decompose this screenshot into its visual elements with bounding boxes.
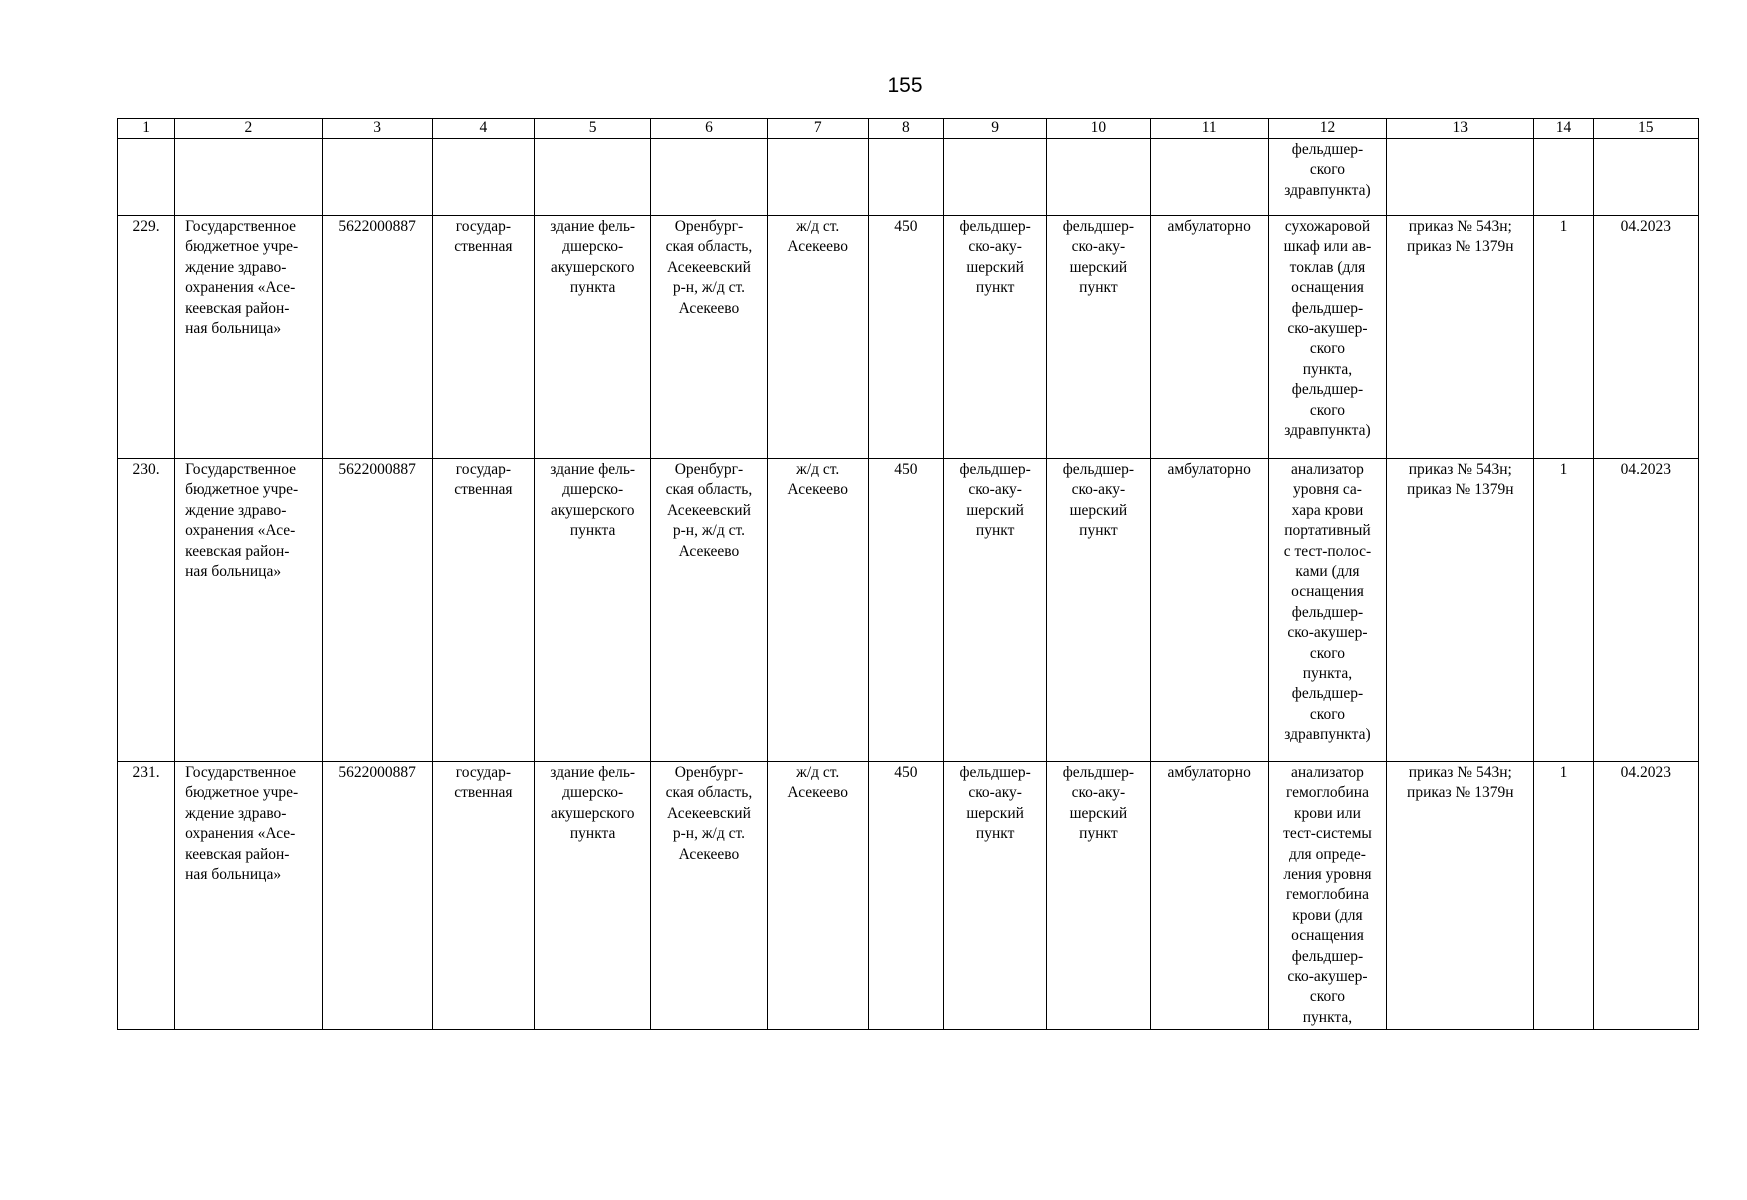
unit-type-cell: фельдшер- ско-аку- шерский пункт [1047,762,1150,1030]
column-number: 11 [1150,119,1268,139]
column-number: 2 [175,119,322,139]
column-number: 15 [1593,119,1698,139]
order-cell: приказ № 543н; приказ № 1379н [1387,216,1534,459]
date-cell: 04.2023 [1593,216,1698,459]
column-number: 6 [651,119,767,139]
date-cell: 04.2023 [1593,762,1698,1030]
table-cell [432,139,534,216]
table-cell [1387,139,1534,216]
unit-type-cell: фельдшер- ско-аку- шерский пункт [944,459,1047,762]
table-cell [767,139,868,216]
quantity-cell: 1 [1534,216,1593,459]
column-number: 8 [868,119,943,139]
inn-cell: 5622000887 [322,762,432,1030]
locality-cell: ж/д ст. Асекеево [767,459,868,762]
table-cell [944,139,1047,216]
table-cell [1534,139,1593,216]
inn-cell: 5622000887 [322,216,432,459]
value-cell: 450 [868,216,943,459]
quantity-cell: 1 [1534,459,1593,762]
organization-cell: Государственное бюджетное учре- ждение здраво- охранения «Асе- кеевская район- ная больница» [175,216,322,459]
table-row [118,762,1699,1030]
column-number: 7 [767,119,868,139]
table-cell [868,139,943,216]
building-cell: здание фель- дшерско- акушерского пункта [535,216,651,459]
locality-cell: ж/д ст. Асекеево [767,762,868,1030]
order-cell: приказ № 543н; приказ № 1379н [1387,762,1534,1030]
column-number: 4 [432,119,534,139]
register-table [117,118,1699,1030]
building-cell: здание фель- дшерско- акушерского пункта [535,459,651,762]
column-number: 3 [322,119,432,139]
table-cell [1047,139,1150,216]
address-cell: Оренбург- ская область, Асекеевский р-н, ж/д ст. Асекеево [651,762,767,1030]
date-cell: 04.2023 [1593,459,1698,762]
care-form-cell: амбулаторно [1150,216,1268,459]
table-row [118,216,1699,459]
ownership-cell: государ- ственная [432,216,534,459]
row-number-cell: 229. [118,216,175,459]
unit-type-cell: фельдшер- ско-аку- шерский пункт [944,216,1047,459]
unit-type-cell: фельдшер- ско-аку- шерский пункт [944,762,1047,1030]
address-cell: Оренбург- ская область, Асекеевский р-н, ж/д ст. Асекеево [651,216,767,459]
unit-type-cell: фельдшер- ско-аку- шерский пункт [1047,216,1150,459]
page-number: 155 [887,74,923,97]
equipment-cell: фельдшер- ского здравпункта) [1268,139,1386,216]
table-cell [1150,139,1268,216]
value-cell: 450 [868,762,943,1030]
order-cell: приказ № 543н; приказ № 1379н [1387,459,1534,762]
table-cell [651,139,767,216]
address-cell: Оренбург- ская область, Асекеевский р-н, ж/д ст. Асекеево [651,459,767,762]
column-number: 10 [1047,119,1150,139]
organization-cell: Государственное бюджетное учре- ждение здраво- охранения «Асе- кеевская район- ная больница» [175,762,322,1030]
column-number: 14 [1534,119,1593,139]
row-number-cell: 231. [118,762,175,1030]
table-cell [118,139,175,216]
column-number: 13 [1387,119,1534,139]
organization-cell: Государственное бюджетное учре- ждение здраво- охранения «Асе- кеевская район- ная больница» [175,459,322,762]
column-number: 1 [118,119,175,139]
building-cell: здание фель- дшерско- акушерского пункта [535,762,651,1030]
ownership-cell: государ- ственная [432,459,534,762]
equipment-cell: анализатор уровня са- хара крови портативный с тест-полос- ками (для оснащения фельдшер- ско-акушер- ского пункта, фельдшер- ского здравпункта) [1268,459,1386,762]
table-cell [175,139,322,216]
continuation-row [118,139,1699,216]
care-form-cell: амбулаторно [1150,762,1268,1030]
column-number: 12 [1268,119,1386,139]
table-cell [322,139,432,216]
equipment-cell: сухожаровой шкаф или ав- токлав (для оснащения фельдшер- ско-акушер- ского пункта, фельдшер- ского здравпункта) [1268,216,1386,459]
inn-cell: 5622000887 [322,459,432,762]
table-cell [535,139,651,216]
value-cell: 450 [868,459,943,762]
unit-type-cell: фельдшер- ско-аку- шерский пункт [1047,459,1150,762]
care-form-cell: амбулаторно [1150,459,1268,762]
locality-cell: ж/д ст. Асекеево [767,216,868,459]
equipment-cell: анализатор гемоглобина крови или тест-системы для опреде- ления уровня гемоглобина крови (для оснащения фельдшер- ско-акушер- ского пункта, [1268,762,1386,1030]
row-number-cell: 230. [118,459,175,762]
quantity-cell: 1 [1534,762,1593,1030]
column-number-row [118,119,1699,139]
column-number: 9 [944,119,1047,139]
table-cell [1593,139,1698,216]
column-number: 5 [535,119,651,139]
ownership-cell: государ- ственная [432,762,534,1030]
table-row [118,459,1699,762]
